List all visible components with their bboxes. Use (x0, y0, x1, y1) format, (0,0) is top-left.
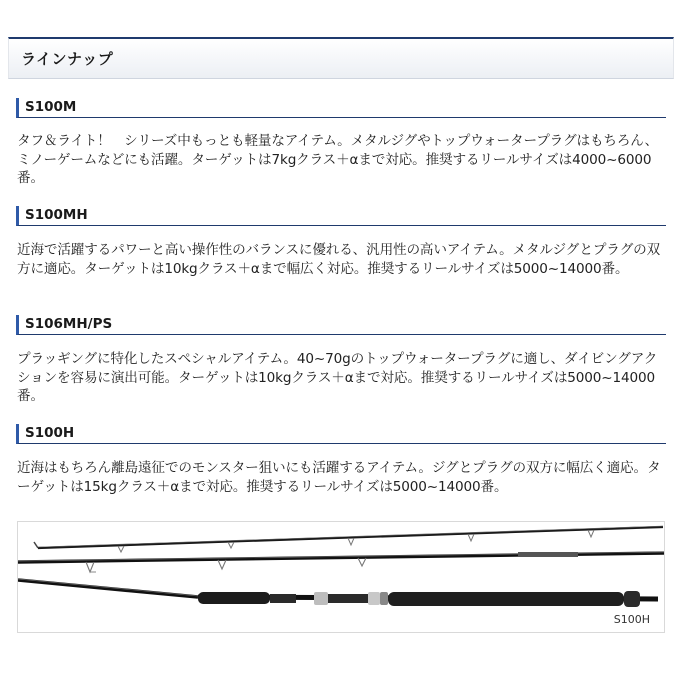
model-name: S106MH/PS (25, 316, 113, 332)
model-heading-s100m (16, 98, 666, 118)
rod-middle-section (18, 552, 665, 572)
model-description: 近海はもちろん離島遠征でのモンスター狙いにも活躍するアイテム。ジグとプラグの双方に幅広く適応。ターゲットは15kgクラス＋αまで対応。推奨するリールサイズは5000~14000番。 (17, 460, 661, 495)
rod-tip-section (34, 526, 663, 552)
model-description: タフ＆ライト！ シリーズ中もっとも軽量なアイテム。メタルジグやトップウォータープラグはもちろん、ミノーゲームなどにも活躍。ターゲットは7kgクラス＋αまで対応。推奨するリールサイズは4000~6000番。 (17, 133, 659, 186)
model-heading-s106mhps (16, 315, 666, 335)
product-image (17, 521, 665, 633)
lineup-header (8, 37, 674, 79)
model-name: S100MH (25, 207, 88, 223)
rod-illustration (18, 522, 665, 633)
product-model-label: S100H (613, 613, 650, 626)
model-description: プラッギングに特化したスペシャルアイテム。40~70gのトップウォータープラグに適し、ダイビングアクションを容易に演出可能。ターゲットは10kgクラス＋αまで対応。推奨するリールサイズは5000~14000番。 (17, 351, 658, 404)
rod-butt-section (18, 579, 658, 607)
lineup-title: ラインナップ (21, 50, 114, 68)
model-name: S100M (25, 99, 77, 115)
model-heading-s100mh (16, 206, 666, 226)
model-description: 近海で活躍するパワーと高い操作性のバランスに優れる、汎用性の高いアイテム。メタルジグとプラグの双方に適応。ターゲットは10kgクラス＋αまで幅広く対応。推奨するリールサイズは5000~14000番。 (17, 242, 661, 277)
model-heading-s100h (16, 424, 666, 444)
model-name: S100H (25, 425, 75, 441)
